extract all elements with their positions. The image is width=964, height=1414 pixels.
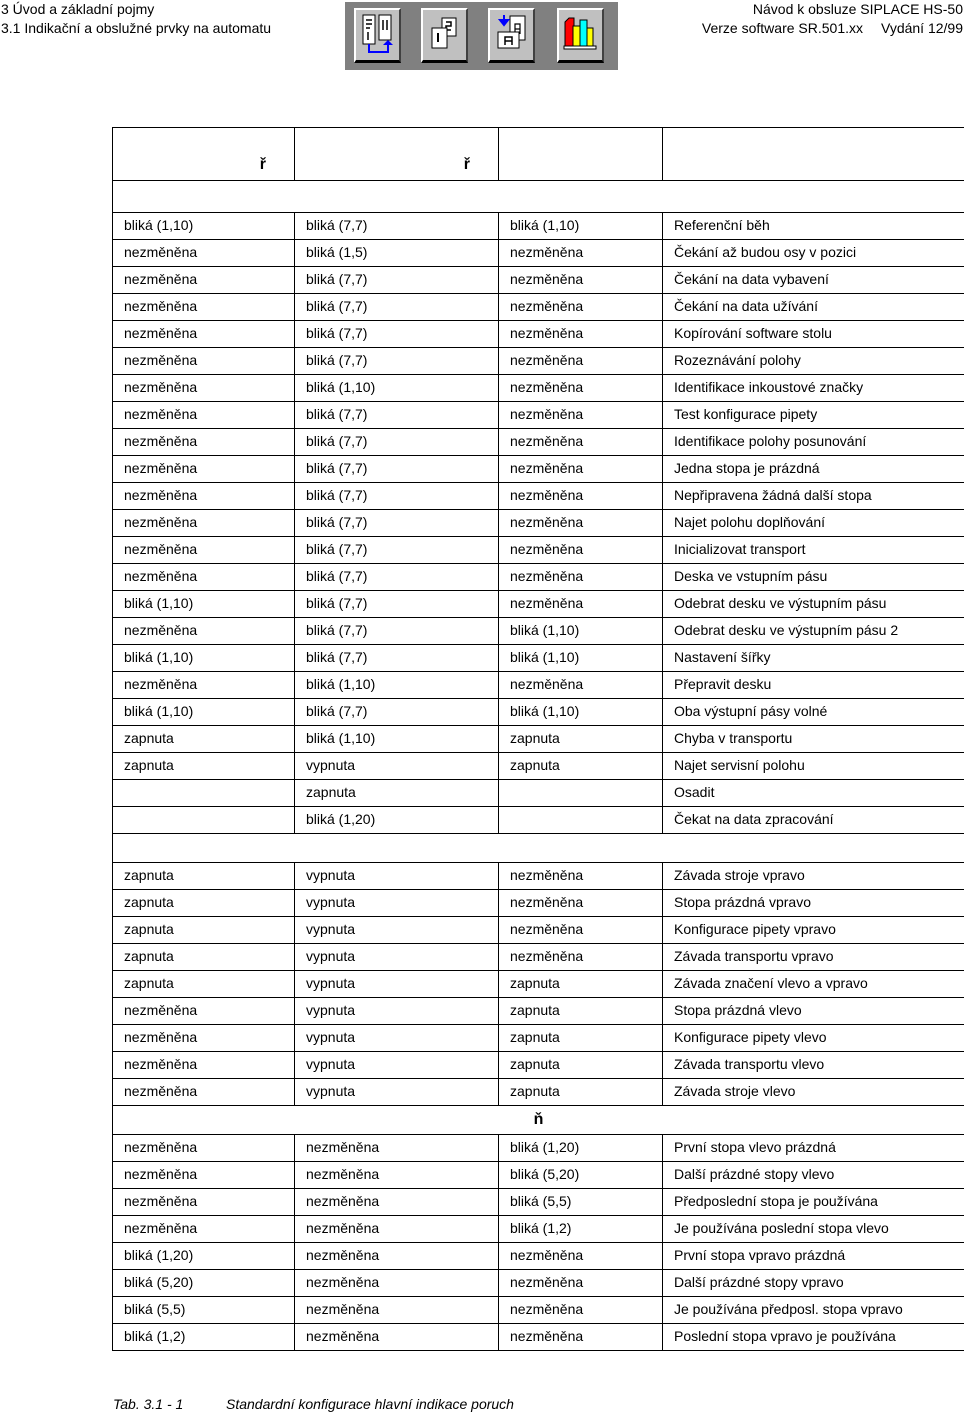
table-row	[113, 1243, 964, 1270]
meaning-cell: Deska ve vstupním pásu	[663, 564, 964, 591]
meaning-cell: Další prázdné stopy vlevo	[663, 1162, 964, 1189]
left-lamp-cell: nezměněna	[113, 564, 295, 591]
middle-lamp-cell: bliká (7,7)	[295, 429, 499, 456]
middle-lamp-cell: nezměněna	[295, 1297, 499, 1324]
left-lamp-cell: nezměněna	[113, 321, 295, 348]
left-lamp-cell: nezměněna	[113, 618, 295, 645]
right-lamp-cell: nezměněna	[499, 429, 663, 456]
right-lamp-cell: nezměněna	[499, 456, 663, 483]
manual-title: Návod k obsluze SIPLACE HS-50	[752, 1, 963, 17]
section-header-row	[113, 1106, 964, 1135]
middle-lamp-cell: vypnuta	[295, 753, 499, 780]
left-lamp-cell: zapnuta	[113, 917, 295, 944]
middle-lamp-cell: bliká (7,7)	[295, 591, 499, 618]
table-row	[113, 402, 964, 429]
table-row	[113, 564, 964, 591]
middle-lamp-cell: vypnuta	[295, 1025, 499, 1052]
meaning-cell: Nastavení šířky	[663, 645, 964, 672]
left-lamp-cell: nezměněna	[113, 240, 295, 267]
middle-lamp-cell: zapnuta	[295, 780, 499, 807]
back-document-icon	[490, 10, 533, 60]
middle-lamp-cell: nezměněna	[295, 1135, 499, 1162]
table-row	[113, 267, 964, 294]
middle-lamp-cell: nezměněna	[295, 1324, 499, 1351]
right-lamp-cell: zapnuta	[499, 1079, 663, 1106]
middle-lamp-cell: bliká (7,7)	[295, 321, 499, 348]
middle-lamp-cell: bliká (1,10)	[295, 726, 499, 753]
left-lamp-cell: nezměněna	[113, 375, 295, 402]
middle-lamp-cell: bliká (7,7)	[295, 537, 499, 564]
left-lamp-cell: bliká (1,10)	[113, 645, 295, 672]
middle-lamp-cell: bliká (7,7)	[295, 267, 499, 294]
meaning-cell: Předposlední stopa je používána	[663, 1189, 964, 1216]
left-lamp-cell: nezměněna	[113, 672, 295, 699]
left-lamp-cell: zapnuta	[113, 890, 295, 917]
left-lamp-cell: nezměněna	[113, 1052, 295, 1079]
middle-lamp-cell: bliká (7,7)	[295, 699, 499, 726]
table-row	[113, 944, 964, 971]
right-lamp-cell: bliká (1,10)	[499, 618, 663, 645]
left-lamp-cell	[113, 780, 295, 807]
right-lamp-cell: nezměněna	[499, 1243, 663, 1270]
table-row	[113, 971, 964, 998]
meaning-cell: Přepravit desku	[663, 672, 964, 699]
left-lamp-cell: nezměněna	[113, 1162, 295, 1189]
right-lamp-cell	[499, 780, 663, 807]
section-title: 3.1 Indikační a obslužné prvky na automatu	[1, 20, 272, 36]
left-lamp-cell: zapnuta	[113, 726, 295, 753]
middle-lamp-cell: bliká (7,7)	[295, 618, 499, 645]
left-lamp-cell: bliká (1,2)	[113, 1324, 295, 1351]
left-lamp-cell: zapnuta	[113, 753, 295, 780]
middle-lamp-cell: bliká (1,20)	[295, 807, 499, 834]
table-row	[113, 1025, 964, 1052]
meaning-cell: Osadit	[663, 780, 964, 807]
meaning-cell: Test konfigurace pipety	[663, 402, 964, 429]
left-lamp-cell: zapnuta	[113, 971, 295, 998]
table-row	[113, 645, 964, 672]
middle-lamp-cell: bliká (7,7)	[295, 402, 499, 429]
table-row	[113, 1324, 964, 1351]
library-button[interactable]	[557, 8, 604, 63]
left-lamp-cell: zapnuta	[113, 863, 295, 890]
middle-lamp-cell: nezměněna	[295, 1243, 499, 1270]
table-row	[113, 429, 964, 456]
right-lamp-cell: zapnuta	[499, 998, 663, 1025]
middle-lamp-cell: vypnuta	[295, 1052, 499, 1079]
table-row	[113, 456, 964, 483]
header-cell: ř	[113, 128, 295, 181]
right-lamp-cell	[499, 807, 663, 834]
right-lamp-cell: nezměněna	[499, 672, 663, 699]
middle-lamp-cell: vypnuta	[295, 917, 499, 944]
meaning-cell: Identifikace inkoustové značky	[663, 375, 964, 402]
fault-indication-table	[112, 127, 964, 1351]
meaning-cell: Je používána předposl. stopa vpravo	[663, 1297, 964, 1324]
table-row	[113, 240, 964, 267]
right-lamp-cell: zapnuta	[499, 753, 663, 780]
meaning-cell: Kopírování software stolu	[663, 321, 964, 348]
meaning-cell: Oba výstupní pásy volné	[663, 699, 964, 726]
section-title	[113, 181, 964, 213]
table-row	[113, 1189, 964, 1216]
table-row	[113, 483, 964, 510]
meaning-cell: Referenční běh	[663, 213, 964, 240]
middle-lamp-cell: vypnuta	[295, 944, 499, 971]
table-row	[113, 591, 964, 618]
right-lamp-cell: nezměněna	[499, 240, 663, 267]
left-lamp-cell: nezměněna	[113, 537, 295, 564]
meaning-cell: Najet polohu doplňování	[663, 510, 964, 537]
right-lamp-cell: bliká (1,10)	[499, 645, 663, 672]
left-lamp-cell: bliká (1,10)	[113, 591, 295, 618]
right-lamp-cell: nezměněna	[499, 375, 663, 402]
meaning-cell: Poslední stopa vpravo je používána	[663, 1324, 964, 1351]
left-lamp-cell: nezměněna	[113, 294, 295, 321]
left-lamp-cell: nezměněna	[113, 1025, 295, 1052]
meaning-cell: Rozeznávání polohy	[663, 348, 964, 375]
table-row	[113, 998, 964, 1025]
meaning-cell: Odebrat desku ve výstupním pásu 2	[663, 618, 964, 645]
meaning-cell: Čekání až budou osy v pozici	[663, 240, 964, 267]
left-lamp-cell: bliká (5,5)	[113, 1297, 295, 1324]
middle-lamp-cell: nezměněna	[295, 1189, 499, 1216]
page-header-left	[1, 0, 271, 38]
table-row	[113, 1297, 964, 1324]
table-row	[113, 1052, 964, 1079]
left-lamp-cell: bliká (1,10)	[113, 213, 295, 240]
table-row	[113, 863, 964, 890]
section-title: ň	[113, 1106, 964, 1135]
left-lamp-cell: zapnuta	[113, 944, 295, 971]
table-row	[113, 321, 964, 348]
right-lamp-cell: bliká (1,10)	[499, 213, 663, 240]
meaning-cell: Závada stroje vlevo	[663, 1079, 964, 1106]
middle-lamp-cell: nezměněna	[295, 1216, 499, 1243]
right-lamp-cell: nezměněna	[499, 917, 663, 944]
meaning-cell: Čekání na data vybavení	[663, 267, 964, 294]
right-lamp-cell: bliká (5,5)	[499, 1189, 663, 1216]
table-row	[113, 726, 964, 753]
right-lamp-cell: nezměněna	[499, 402, 663, 429]
middle-lamp-cell: vypnuta	[295, 890, 499, 917]
table-row	[113, 537, 964, 564]
middle-lamp-cell: vypnuta	[295, 863, 499, 890]
navigation-toolbar	[345, 2, 618, 70]
back-button[interactable]	[488, 8, 535, 63]
copy-pages-icon	[423, 10, 466, 60]
right-lamp-cell: bliká (5,20)	[499, 1162, 663, 1189]
edition: Vydání 12/99	[881, 20, 963, 36]
right-lamp-cell: nezměněna	[499, 267, 663, 294]
table-row	[113, 1270, 964, 1297]
right-lamp-cell: nezměněna	[499, 591, 663, 618]
meaning-cell: Jedna stopa je prázdná	[663, 456, 964, 483]
section-header-row	[113, 834, 964, 863]
right-lamp-cell: nezměněna	[499, 321, 663, 348]
table-row	[113, 672, 964, 699]
section-title	[113, 834, 964, 863]
table-row	[113, 753, 964, 780]
middle-lamp-cell: nezměněna	[295, 1270, 499, 1297]
meaning-cell: Odebrat desku ve výstupním pásu	[663, 591, 964, 618]
left-lamp-cell: nezměněna	[113, 1079, 295, 1106]
header-cell	[663, 128, 964, 181]
right-lamp-cell: nezměněna	[499, 564, 663, 591]
middle-lamp-cell: bliká (7,7)	[295, 294, 499, 321]
version-line	[702, 19, 963, 38]
right-lamp-cell: nezměněna	[499, 863, 663, 890]
table-row	[113, 1079, 964, 1106]
table-header-row	[113, 128, 964, 181]
middle-lamp-cell: bliká (7,7)	[295, 483, 499, 510]
right-lamp-cell: bliká (1,2)	[499, 1216, 663, 1243]
middle-lamp-cell: bliká (7,7)	[295, 645, 499, 672]
meaning-cell: Najet servisní polohu	[663, 753, 964, 780]
software-version: Verze software SR.501.xx	[701, 20, 863, 36]
right-lamp-cell: zapnuta	[499, 971, 663, 998]
middle-lamp-cell: vypnuta	[295, 971, 499, 998]
meaning-cell: Inicializovat transport	[663, 537, 964, 564]
table-row	[113, 618, 964, 645]
contents-button[interactable]	[354, 8, 401, 63]
left-lamp-cell: nezměněna	[113, 402, 295, 429]
left-lamp-cell: nezměněna	[113, 510, 295, 537]
meaning-cell: Čekání na data užívání	[663, 294, 964, 321]
right-lamp-cell: nezměněna	[499, 510, 663, 537]
right-lamp-cell: nezměněna	[499, 1270, 663, 1297]
right-lamp-cell: nezměněna	[499, 1297, 663, 1324]
meaning-cell: Stopa prázdná vlevo	[663, 998, 964, 1025]
left-lamp-cell: bliká (1,10)	[113, 699, 295, 726]
table-row	[113, 510, 964, 537]
right-lamp-cell: zapnuta	[499, 1025, 663, 1052]
middle-lamp-cell: bliká (1,10)	[295, 672, 499, 699]
right-lamp-cell: nezměněna	[499, 1324, 663, 1351]
middle-lamp-cell: vypnuta	[295, 998, 499, 1025]
left-lamp-cell: nezměněna	[113, 1135, 295, 1162]
left-lamp-cell: nezměněna	[113, 998, 295, 1025]
left-lamp-cell: bliká (1,20)	[113, 1243, 295, 1270]
right-lamp-cell: zapnuta	[499, 726, 663, 753]
header-cell: ř	[295, 128, 499, 181]
table-row	[113, 807, 964, 834]
meaning-cell: Identifikace polohy posunování	[663, 429, 964, 456]
left-lamp-cell: nezměněna	[113, 348, 295, 375]
copy-button[interactable]	[421, 8, 468, 63]
meaning-cell: Je používána poslední stopa vlevo	[663, 1216, 964, 1243]
left-lamp-cell: nezměněna	[113, 456, 295, 483]
right-lamp-cell: bliká (1,20)	[499, 1135, 663, 1162]
table-row	[113, 213, 964, 240]
header-cell	[499, 128, 663, 181]
right-lamp-cell: bliká (1,10)	[499, 699, 663, 726]
table-row	[113, 294, 964, 321]
meaning-cell: Závada stroje vpravo	[663, 863, 964, 890]
caption-number: Tab. 3.1 - 1	[113, 1396, 184, 1412]
middle-lamp-cell: bliká (7,7)	[295, 456, 499, 483]
table-row	[113, 375, 964, 402]
meaning-cell: Čekat na data zpracování	[663, 807, 964, 834]
middle-lamp-cell: vypnuta	[295, 1079, 499, 1106]
meaning-cell: Nepřipravena žádná další stopa	[663, 483, 964, 510]
right-lamp-cell: nezměněna	[499, 537, 663, 564]
left-lamp-cell	[113, 807, 295, 834]
left-lamp-cell: bliká (5,20)	[113, 1270, 295, 1297]
meaning-cell: Chyba v transportu	[663, 726, 964, 753]
right-lamp-cell: nezměněna	[499, 348, 663, 375]
left-lamp-cell: nezměněna	[113, 429, 295, 456]
table-row	[113, 1135, 964, 1162]
middle-lamp-cell: bliká (1,10)	[295, 375, 499, 402]
table-row	[113, 780, 964, 807]
middle-lamp-cell: bliká (7,7)	[295, 348, 499, 375]
table-row	[113, 348, 964, 375]
meaning-cell: Závada transportu vpravo	[663, 944, 964, 971]
right-lamp-cell: nezměněna	[499, 890, 663, 917]
meaning-cell: Stopa prázdná vpravo	[663, 890, 964, 917]
right-lamp-cell: nezměněna	[499, 944, 663, 971]
right-lamp-cell: zapnuta	[499, 1052, 663, 1079]
right-lamp-cell: nezměněna	[499, 483, 663, 510]
meaning-cell: Konfigurace pipety vpravo	[663, 917, 964, 944]
meaning-cell: Konfigurace pipety vlevo	[663, 1025, 964, 1052]
caption-text: Standardní konfigurace hlavní indikace poruch	[226, 1396, 514, 1412]
meaning-cell: První stopa vlevo prázdná	[663, 1135, 964, 1162]
middle-lamp-cell: bliká (7,7)	[295, 510, 499, 537]
meaning-cell: Závada transportu vlevo	[663, 1052, 964, 1079]
right-lamp-cell: nezměněna	[499, 294, 663, 321]
middle-lamp-cell: nezměněna	[295, 1162, 499, 1189]
left-lamp-cell: nezměněna	[113, 483, 295, 510]
left-lamp-cell: nezměněna	[113, 267, 295, 294]
left-lamp-cell: nezměněna	[113, 1216, 295, 1243]
meaning-cell: První stopa vpravo prázdná	[663, 1243, 964, 1270]
library-books-icon	[559, 10, 602, 60]
middle-lamp-cell: bliká (1,5)	[295, 240, 499, 267]
middle-lamp-cell: bliká (7,7)	[295, 564, 499, 591]
meaning-cell: Další prázdné stopy vpravo	[663, 1270, 964, 1297]
table-row	[113, 917, 964, 944]
table-row	[113, 1162, 964, 1189]
meaning-cell: Závada značení vlevo a vpravo	[663, 971, 964, 998]
page-header-right	[702, 0, 963, 38]
table-row	[113, 1216, 964, 1243]
section-header-row	[113, 181, 964, 213]
contents-pages-icon	[356, 10, 399, 60]
table-row	[113, 890, 964, 917]
chapter-title: 3 Úvod a základní pojmy	[1, 1, 155, 17]
table-caption	[113, 1396, 514, 1412]
left-lamp-cell: nezměněna	[113, 1189, 295, 1216]
middle-lamp-cell: bliká (7,7)	[295, 213, 499, 240]
table-row	[113, 699, 964, 726]
